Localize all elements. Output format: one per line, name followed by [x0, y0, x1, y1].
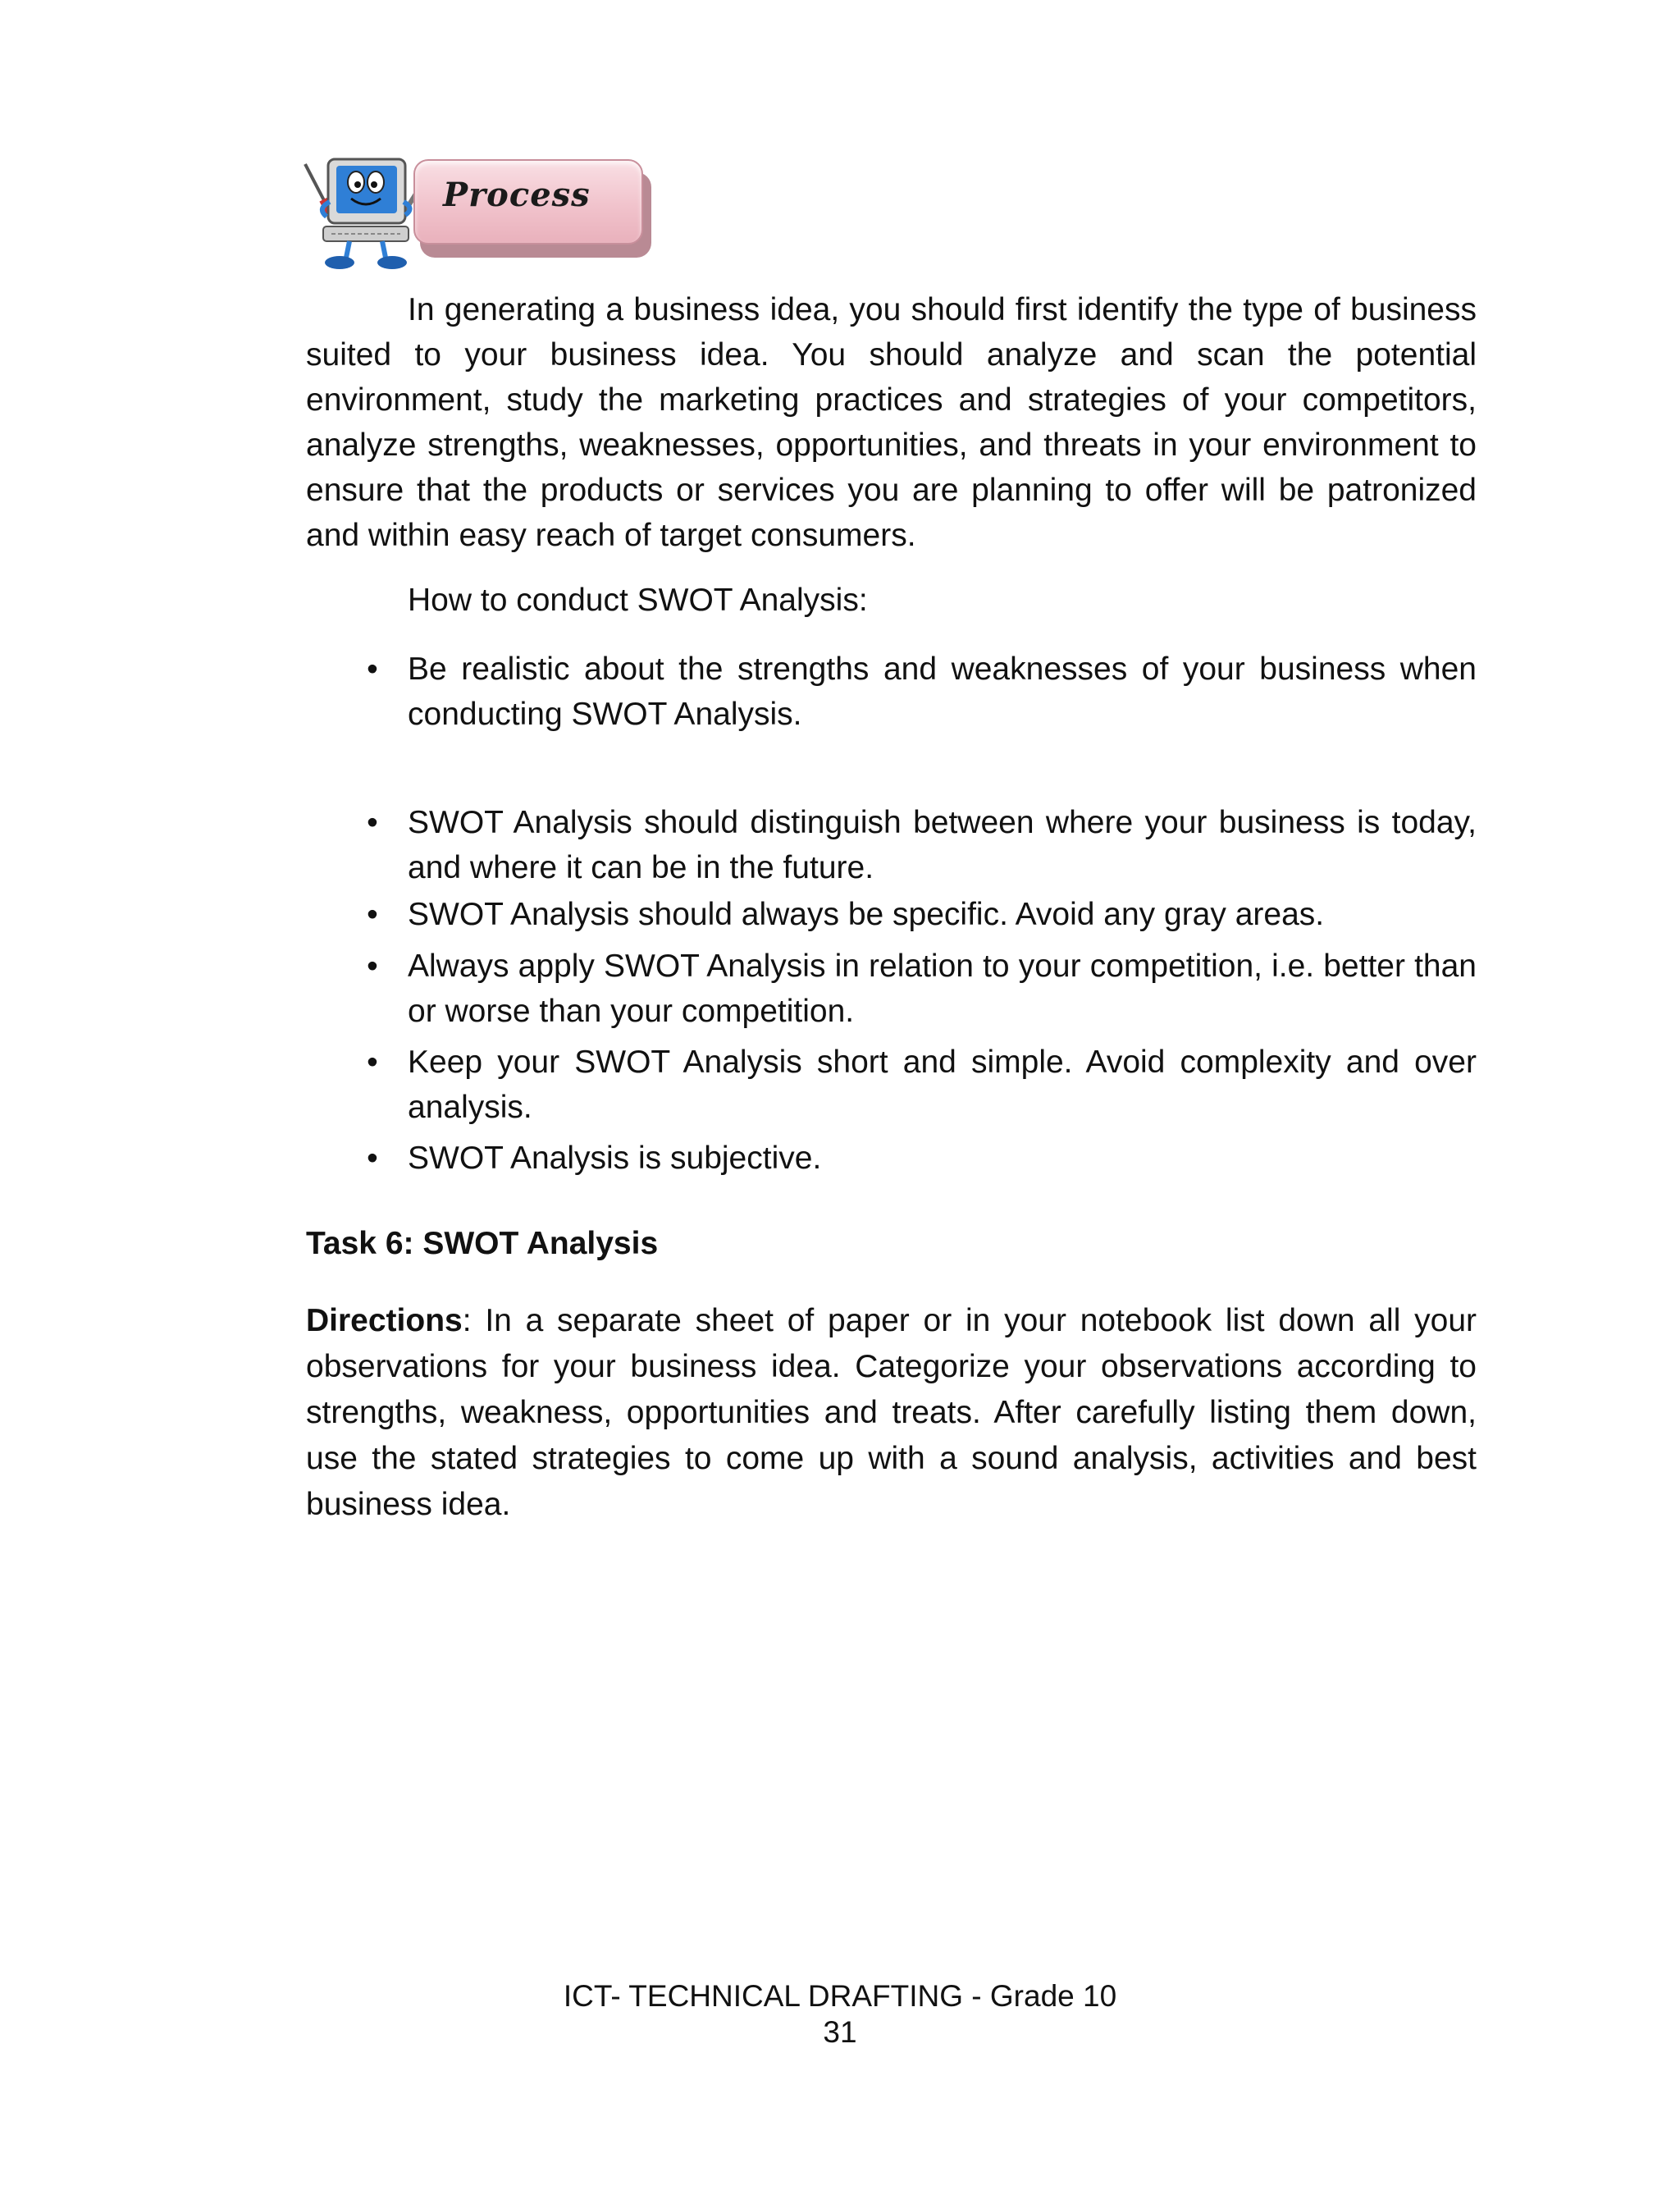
bullet-text: SWOT Analysis is subjective.: [408, 1141, 822, 1176]
bullet-item: [306, 1040, 1477, 1130]
directions-paragraph: [306, 1298, 1477, 1528]
bullet-item: [306, 647, 1477, 737]
footer-course: ICT- TECHNICAL DRAFTING - Grade 10: [563, 1979, 1117, 2013]
computer-mascot-icon: [299, 148, 430, 271]
bullet-icon: •: [367, 805, 378, 840]
footer-page-number: 31: [823, 2015, 857, 2049]
process-tab: [413, 159, 643, 245]
bullet-icon: •: [367, 1045, 378, 1080]
how-to-heading: How to conduct SWOT Analysis:: [408, 583, 868, 618]
directions-text: : In a separate sheet of paper or in your notebook list down all your observations for your business idea. Categorize your observations according to strengths, weakness, opportunities and treats. After carefully listing them down, use the stated strategies to come up with a sound analysis, activities and best business idea.: [306, 1303, 1477, 1522]
process-header: [299, 148, 668, 271]
bullet-icon: •: [367, 949, 378, 984]
bullet-text: SWOT Analysis should distinguish between where your business is today, and where it can be in the future.: [408, 805, 1477, 885]
task-title: Task 6: SWOT Analysis: [306, 1226, 659, 1261]
intro-paragraph: In generating a business idea, you should first identify the type of business suited to your business idea. You should analyze and scan the potential environment, study the marketing practices and strategies of your competitors, analyze strengths, weaknesses, opportunities, and threats in your environment to ensure that the products or services you are planning to offer will be patronized and within easy reach of target consumers.: [306, 292, 1477, 553]
bullet-text: Be realistic about the strengths and weaknesses of your business when conducting SWOT Analysis.: [408, 652, 1477, 732]
bullet-text: SWOT Analysis should always be specific. Avoid any gray areas.: [408, 897, 1325, 932]
bullet-item: [306, 892, 1477, 937]
bullet-text: Keep your SWOT Analysis short and simple. Avoid complexity and over analysis.: [408, 1045, 1477, 1125]
bullet-item: [306, 944, 1477, 1034]
bullet-text: Always apply SWOT Analysis in relation to your competition, i.e. better than or worse than your competition.: [408, 949, 1477, 1029]
bullet-icon: •: [367, 652, 378, 687]
intro-paragraph-block: [306, 287, 1477, 558]
process-label: Process: [443, 176, 591, 214]
bullet-icon: •: [367, 1141, 378, 1176]
bullet-item: [306, 800, 1477, 890]
directions-label: Directions: [306, 1303, 463, 1338]
bullet-item: [306, 1136, 1477, 1181]
bullet-icon: •: [367, 897, 378, 932]
